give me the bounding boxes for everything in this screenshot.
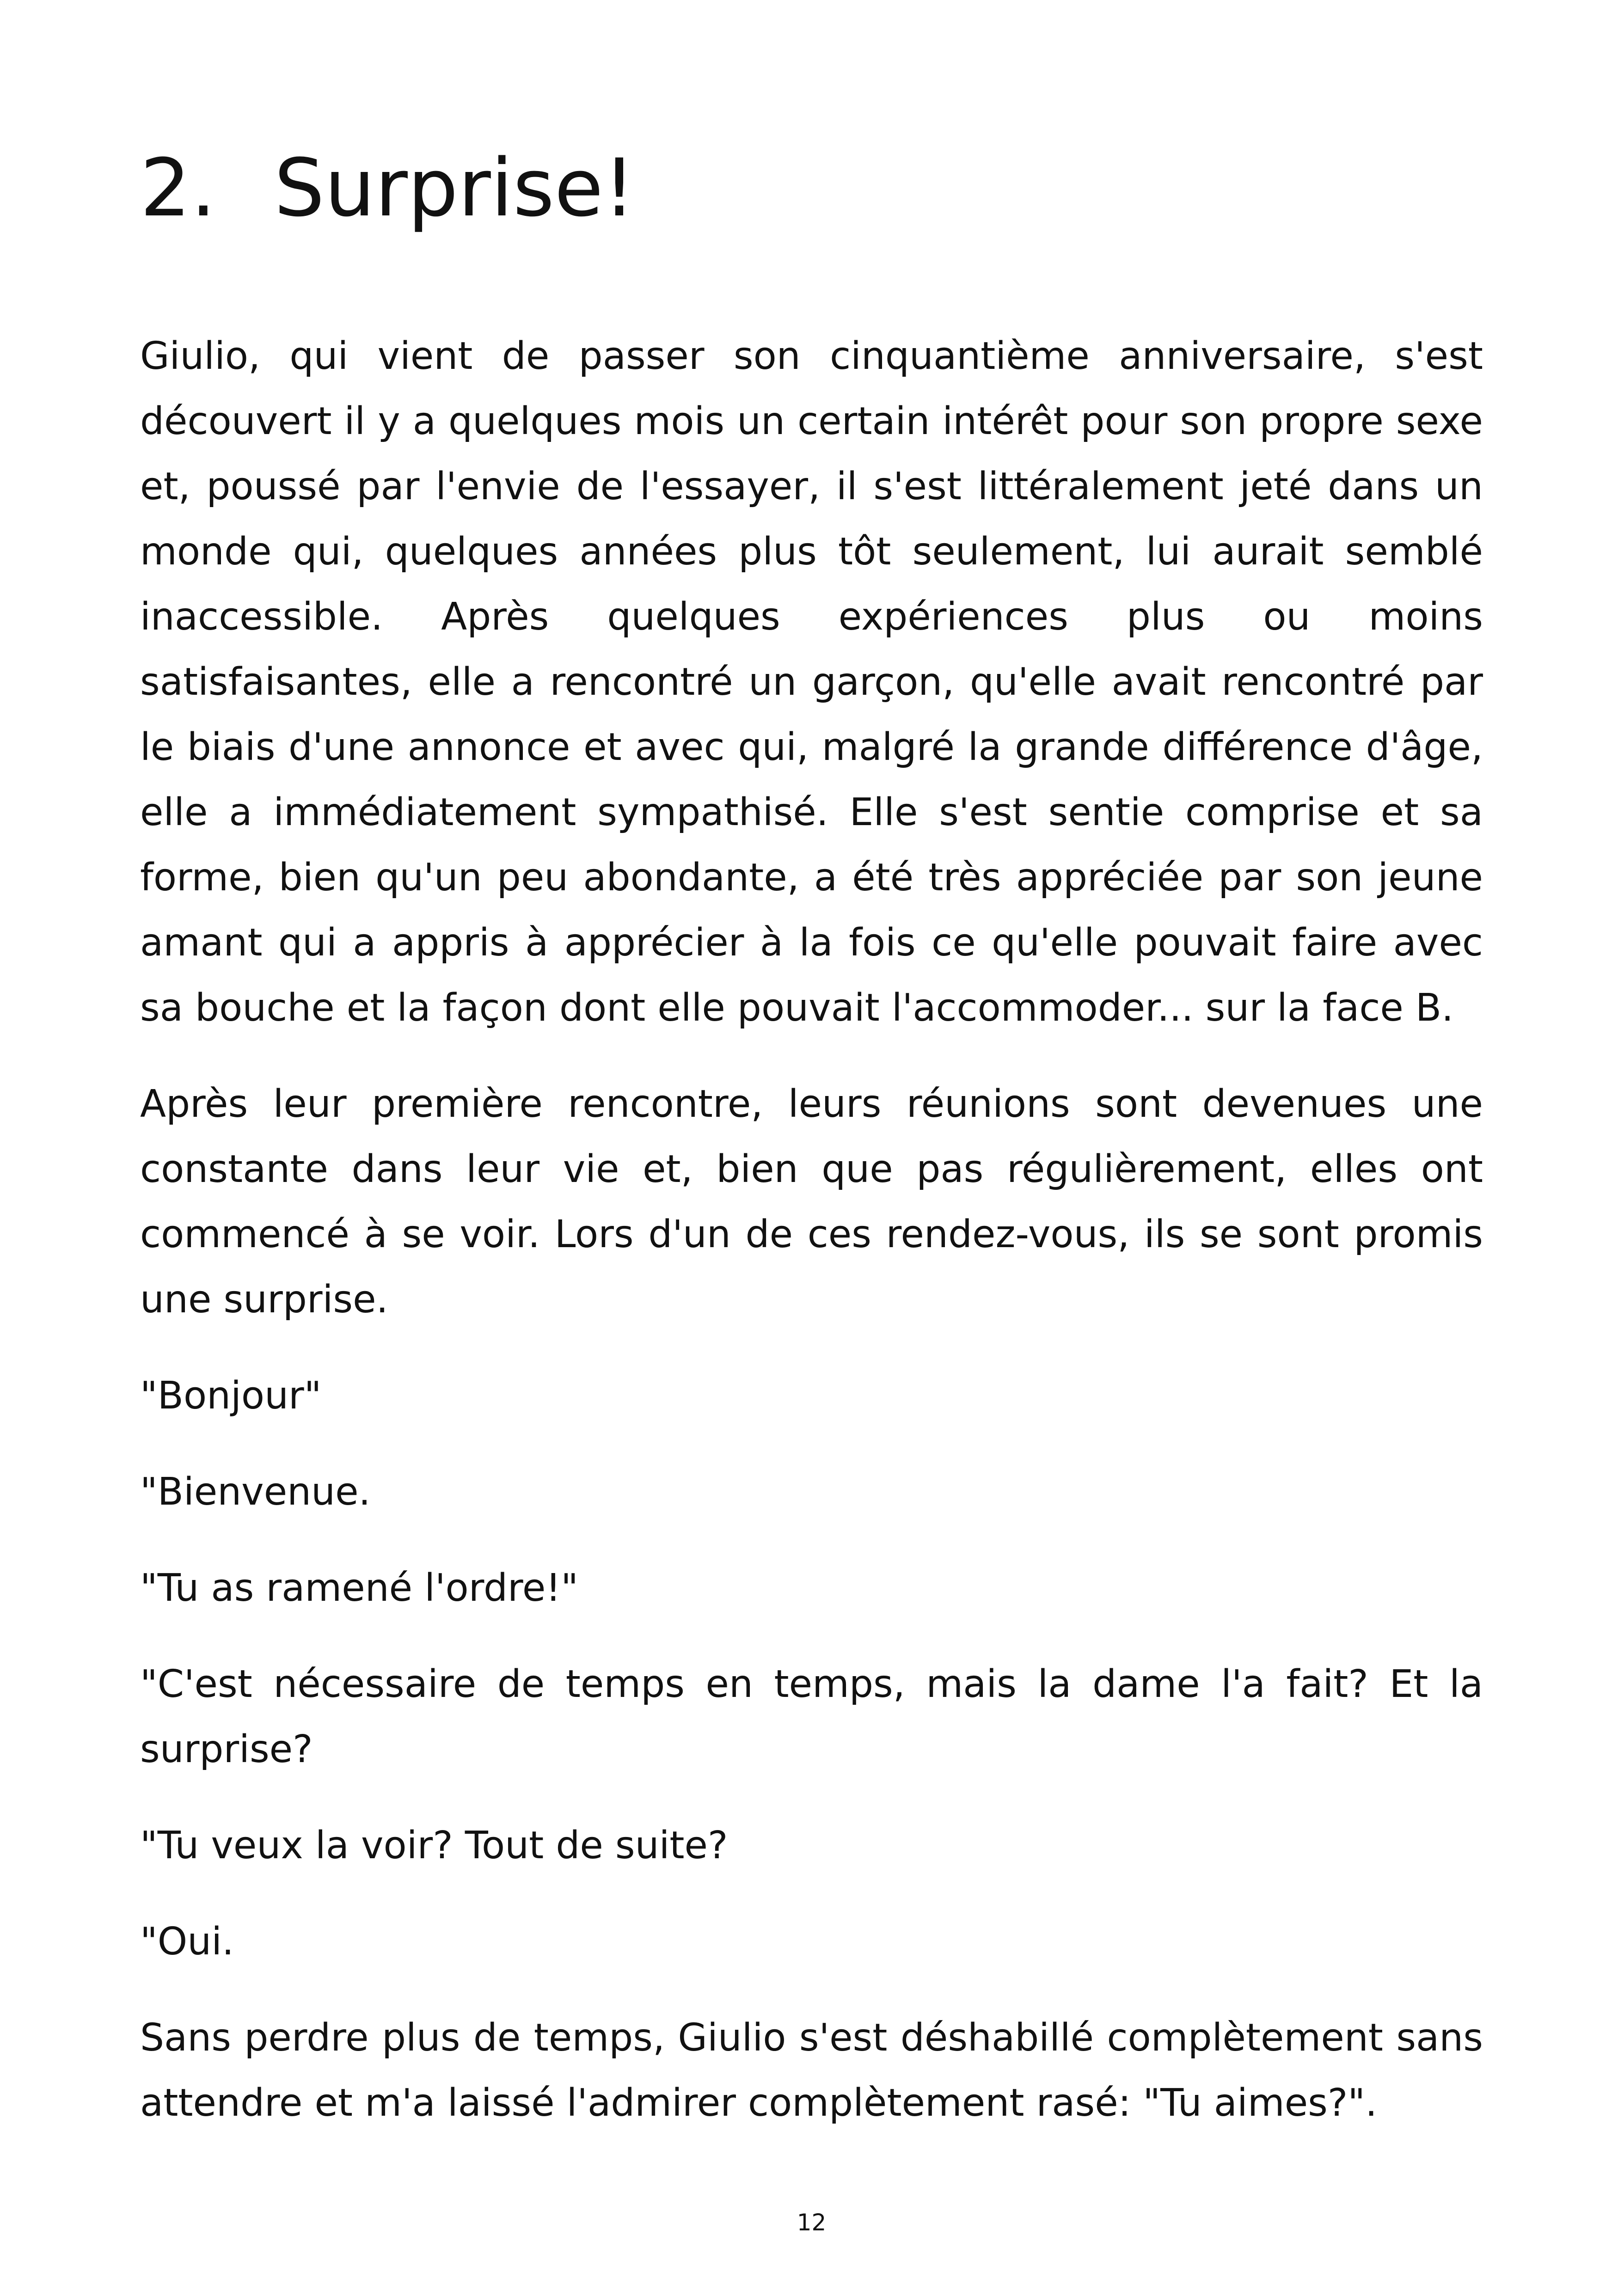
dialogue-line: "C'est nécessaire de temps en temps, mais la dame l'a fait? Et la surprise? — [140, 1662, 1483, 1771]
dialogue-line: "Bonjour" — [140, 1374, 322, 1418]
document-page — [140, 0, 1483, 2296]
paragraph-closing: Sans perdre plus de temps, Giulio s'est déshabillé complètement sans attendre et m'a laissé l'admirer complètement rasé: "Tu aimes?". — [140, 2016, 1483, 2125]
dialogue-line: "Bienvenue. — [140, 1470, 371, 1514]
chapter-heading — [140, 141, 635, 234]
dialogue-line: "Tu as ramené l'ordre!" — [140, 1566, 578, 1610]
paragraph-meetings: Après leur première rencontre, leurs réunions sont devenues une constante dans leur vie et, bien que pas régulièrement, elles ont commencé à se voir. Lors d'un de ces rendez-vous, ils se sont promis une surprise. — [140, 1082, 1483, 1322]
page-number: 12 — [797, 2209, 827, 2236]
chapter-title: Surprise! — [274, 141, 635, 234]
body-text — [140, 324, 1483, 2167]
paragraph-intro: Giulio, qui vient de passer son cinquantième anniversaire, s'est découvert il y a quelques mois un certain intérêt pour son propre sexe et, poussé par l'envie de l'essayer, il s'est littéralement jeté dans un monde qui, quelques années plus tôt seulement, lui aurait semblé inaccessible. Après quelques expériences plus ou moins satisfaisantes, elle a rencontré un garçon, qu'elle avait rencontré par le biais d'une annonce et avec qui, malgré la grande différence d'âge, elle a immédiatement sympathisé. Elle s'est sentie comprise et sa forme, bien qu'un peu abondante, a été très appréciée par son jeune amant qui a appris à apprécier à la fois ce qu'elle pouvait faire avec sa bouche et la façon dont elle pouvait l'accommoder... sur la face B. — [140, 334, 1483, 1030]
dialogue-line: "Tu veux la voir? Tout de suite? — [140, 1824, 728, 1867]
dialogue-line: "Oui. — [140, 1920, 234, 1964]
chapter-number: 2. — [140, 141, 216, 234]
